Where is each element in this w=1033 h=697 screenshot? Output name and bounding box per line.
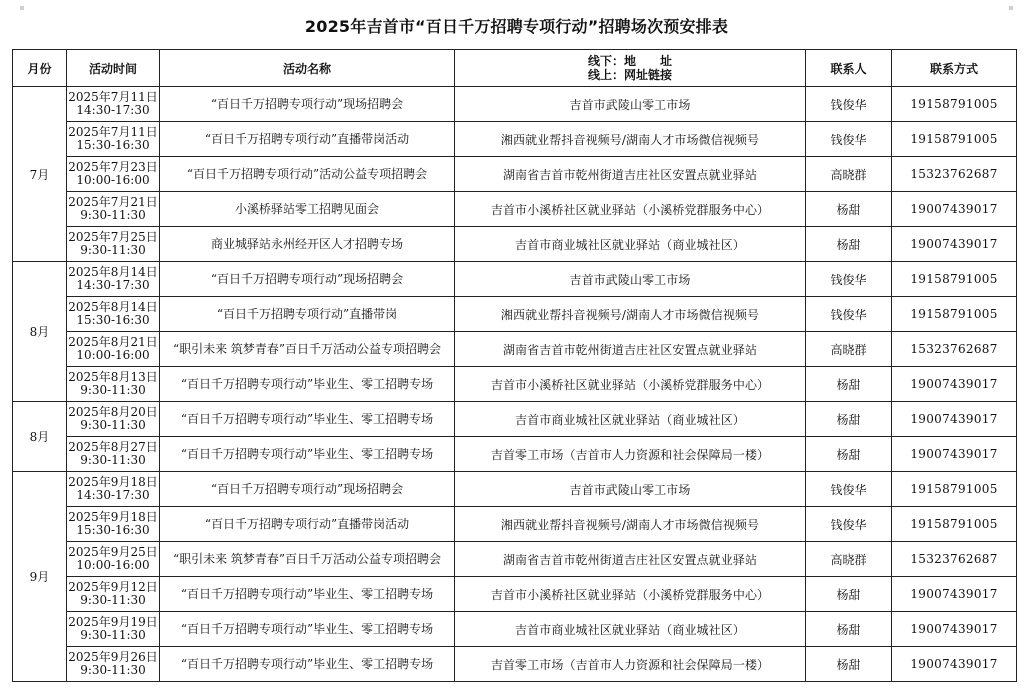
table-row (13, 577, 1017, 612)
contact-phone-cell: 15323762687 (892, 157, 1017, 192)
table-row (13, 647, 1017, 682)
activity-hours: 9:30-11:30 (80, 243, 146, 257)
location-cell: 吉首零工市场（吉首市人力资源和社会保障局一楼） (455, 437, 806, 472)
table-row (13, 87, 1017, 122)
contact-phone-cell: 19158791005 (892, 507, 1017, 542)
month-cell: 9月 (13, 472, 67, 682)
activity-time-cell (67, 262, 160, 297)
activity-hours: 15:30-16:30 (76, 313, 150, 327)
contact-person-cell: 杨甜 (806, 227, 892, 262)
activity-hours: 14:30-17:30 (76, 488, 150, 502)
activity-time-cell (67, 472, 160, 507)
activity-hours: 10:00-16:00 (76, 348, 150, 362)
activity-name-cell: “百日千万招聘专项行动”现场招聘会 (160, 262, 455, 297)
location-cell: 吉首市武陵山零工市场 (455, 472, 806, 507)
location-cell: 湘西就业帮抖音视频号/湖南人才市场微信视频号 (455, 507, 806, 542)
contact-phone-cell: 19007439017 (892, 577, 1017, 612)
activity-date: 2025年9月25日 (68, 544, 158, 559)
contact-person-cell: 钱俊华 (806, 262, 892, 297)
header-location (455, 50, 806, 87)
contact-phone-cell: 15323762687 (892, 542, 1017, 577)
activity-hours: 9:30-11:30 (80, 418, 146, 432)
activity-date: 2025年9月18日 (68, 509, 158, 524)
location-cell: 吉首市小溪桥社区就业驿站（小溪桥党群服务中心） (455, 577, 806, 612)
contact-phone-cell: 19007439017 (892, 647, 1017, 682)
location-cell: 吉首零工市场（吉首市人力资源和社会保障局一楼） (455, 647, 806, 682)
month-cell: 7月 (13, 87, 67, 262)
table-row (13, 367, 1017, 402)
activity-date: 2025年8月14日 (68, 299, 158, 314)
contact-person-cell: 钱俊华 (806, 297, 892, 332)
table-row (13, 332, 1017, 367)
activity-name-cell: “百日千万招聘专项行动”直播带岗活动 (160, 507, 455, 542)
contact-phone-cell: 19158791005 (892, 472, 1017, 507)
activity-name-cell: “百日千万招聘专项行动”毕业生、零工招聘专场 (160, 577, 455, 612)
contact-person-cell: 杨甜 (806, 192, 892, 227)
activity-date: 2025年8月13日 (68, 369, 158, 384)
contact-person-cell: 杨甜 (806, 647, 892, 682)
activity-hours: 15:30-16:30 (76, 523, 150, 537)
table-row (13, 402, 1017, 437)
activity-name-cell: “百日千万招聘专项行动”毕业生、零工招聘专场 (160, 437, 455, 472)
activity-time-cell (67, 437, 160, 472)
activity-time-cell (67, 157, 160, 192)
table-row (13, 227, 1017, 262)
activity-time-cell (67, 192, 160, 227)
contact-person-cell: 钱俊华 (806, 472, 892, 507)
activity-hours: 9:30-11:30 (80, 593, 146, 607)
activity-time-cell (67, 87, 160, 122)
table-body (13, 87, 1017, 682)
page-title: 2025年吉首市“百日千万招聘专项行动”招聘场次预安排表 (304, 17, 729, 36)
activity-name-cell: “百日千万招聘专项行动”直播带岗 (160, 297, 455, 332)
month-cell: 8月 (13, 262, 67, 402)
activity-date: 2025年8月27日 (68, 439, 158, 454)
contact-phone-cell: 19007439017 (892, 192, 1017, 227)
activity-hours: 9:30-11:30 (80, 383, 146, 397)
activity-hours: 15:30-16:30 (76, 138, 150, 152)
activity-hours: 9:30-11:30 (80, 628, 146, 642)
contact-person-cell: 钱俊华 (806, 87, 892, 122)
activity-name-cell: “百日千万招聘专项行动”毕业生、零工招聘专场 (160, 367, 455, 402)
activity-time-cell (67, 227, 160, 262)
activity-date: 2025年7月23日 (68, 159, 158, 174)
contact-phone-cell: 19007439017 (892, 402, 1017, 437)
contact-phone-cell: 19158791005 (892, 297, 1017, 332)
activity-hours: 10:00-16:00 (76, 558, 150, 572)
activity-time-cell (67, 122, 160, 157)
location-cell: 湖南省吉首市乾州街道吉庄社区安置点就业驿站 (455, 157, 806, 192)
location-cell: 湖南省吉首市乾州街道吉庄社区安置点就业驿站 (455, 332, 806, 367)
activity-name-cell: “百日千万招聘专项行动”毕业生、零工招聘专场 (160, 647, 455, 682)
activity-hours: 14:30-17:30 (76, 103, 150, 117)
activity-name-cell: “百日千万招聘专项行动”活动公益专项招聘会 (160, 157, 455, 192)
table-row (13, 472, 1017, 507)
contact-person-cell: 高晓群 (806, 157, 892, 192)
activity-time-cell (67, 647, 160, 682)
contact-person-cell: 杨甜 (806, 402, 892, 437)
activity-hours: 9:30-11:30 (80, 453, 146, 467)
contact-phone-cell: 15323762687 (892, 332, 1017, 367)
activity-name-cell: 小溪桥驿站零工招聘见面会 (160, 192, 455, 227)
contact-phone-cell: 19158791005 (892, 122, 1017, 157)
contact-person-cell: 杨甜 (806, 612, 892, 647)
activity-hours: 14:30-17:30 (76, 278, 150, 292)
contact-person-cell: 杨甜 (806, 367, 892, 402)
activity-date: 2025年8月14日 (68, 264, 158, 279)
table-row (13, 437, 1017, 472)
contact-person-cell: 高晓群 (806, 542, 892, 577)
activity-time-cell (67, 402, 160, 437)
activity-time-cell (67, 577, 160, 612)
table-row (13, 507, 1017, 542)
contact-phone-cell: 19158791005 (892, 262, 1017, 297)
header-contact: 联系人 (806, 50, 892, 87)
schedule-table (12, 49, 1017, 682)
activity-name-cell: “百日千万招聘专项行动”直播带岗活动 (160, 122, 455, 157)
header-location-offline: 线下：地 址 (587, 54, 672, 68)
activity-name-cell: “百日千万招聘专项行动”现场招聘会 (160, 87, 455, 122)
header-name: 活动名称 (160, 50, 455, 87)
table-row (13, 262, 1017, 297)
activity-date: 2025年9月18日 (68, 474, 158, 489)
table-row (13, 122, 1017, 157)
table-row (13, 297, 1017, 332)
activity-time-cell (67, 367, 160, 402)
activity-hours: 9:30-11:30 (80, 663, 146, 677)
location-cell: 吉首市商业城社区就业驿站（商业城社区） (455, 612, 806, 647)
table-header-row (13, 50, 1017, 87)
contact-phone-cell: 19007439017 (892, 367, 1017, 402)
activity-date: 2025年7月11日 (68, 124, 158, 139)
contact-person-cell: 高晓群 (806, 332, 892, 367)
activity-name-cell: “百日千万招聘专项行动”毕业生、零工招聘专场 (160, 612, 455, 647)
location-cell: 吉首市商业城社区就业驿站（商业城社区） (455, 402, 806, 437)
activity-date: 2025年9月12日 (68, 579, 158, 594)
activity-time-cell (67, 507, 160, 542)
header-location-online: 线上：网址链接 (587, 68, 672, 82)
activity-hours: 9:30-11:30 (80, 208, 146, 222)
activity-date: 2025年9月19日 (68, 614, 158, 629)
table-row (13, 192, 1017, 227)
location-cell: 湖南省吉首市乾州街道吉庄社区安置点就业驿站 (455, 542, 806, 577)
location-cell: 湘西就业帮抖音视频号/湖南人才市场微信视频号 (455, 297, 806, 332)
activity-name-cell: “职引未来 筑梦青春”百日千万活动公益专项招聘会 (160, 332, 455, 367)
location-cell: 湘西就业帮抖音视频号/湖南人才市场微信视频号 (455, 122, 806, 157)
contact-person-cell: 杨甜 (806, 577, 892, 612)
activity-name-cell: 商业城驿站永州经开区人才招聘专场 (160, 227, 455, 262)
activity-hours: 10:00-16:00 (76, 173, 150, 187)
contact-phone-cell: 19007439017 (892, 437, 1017, 472)
table-row (13, 542, 1017, 577)
activity-date: 2025年8月20日 (68, 404, 158, 419)
activity-name-cell: “职引未来 筑梦青春”百日千万活动公益专项招聘会 (160, 542, 455, 577)
page-corner-mark-right (1009, 6, 1013, 10)
contact-phone-cell: 19007439017 (892, 612, 1017, 647)
location-cell: 吉首市武陵山零工市场 (455, 262, 806, 297)
page-corner-mark-left (20, 6, 24, 10)
header-phone: 联系方式 (892, 50, 1017, 87)
table-row (13, 157, 1017, 192)
table-row (13, 612, 1017, 647)
header-month: 月份 (13, 50, 67, 87)
month-cell: 8月 (13, 402, 67, 472)
contact-person-cell: 杨甜 (806, 437, 892, 472)
activity-time-cell (67, 542, 160, 577)
contact-phone-cell: 19007439017 (892, 227, 1017, 262)
contact-person-cell: 钱俊华 (806, 122, 892, 157)
contact-person-cell: 钱俊华 (806, 507, 892, 542)
activity-time-cell (67, 332, 160, 367)
header-time: 活动时间 (67, 50, 160, 87)
activity-time-cell (67, 297, 160, 332)
location-cell: 吉首市小溪桥社区就业驿站（小溪桥党群服务中心） (455, 192, 806, 227)
activity-time-cell (67, 612, 160, 647)
location-cell: 吉首市武陵山零工市场 (455, 87, 806, 122)
activity-date: 2025年8月21日 (68, 334, 158, 349)
activity-date: 2025年7月21日 (68, 194, 158, 209)
activity-date: 2025年7月25日 (68, 229, 158, 244)
activity-date: 2025年7月11日 (68, 89, 158, 104)
activity-name-cell: “百日千万招聘专项行动”现场招聘会 (160, 472, 455, 507)
location-cell: 吉首市商业城社区就业驿站（商业城社区） (455, 227, 806, 262)
activity-date: 2025年9月26日 (68, 649, 158, 664)
activity-name-cell: “百日千万招聘专项行动”毕业生、零工招聘专场 (160, 402, 455, 437)
contact-phone-cell: 19158791005 (892, 87, 1017, 122)
location-cell: 吉首市小溪桥社区就业驿站（小溪桥党群服务中心） (455, 367, 806, 402)
